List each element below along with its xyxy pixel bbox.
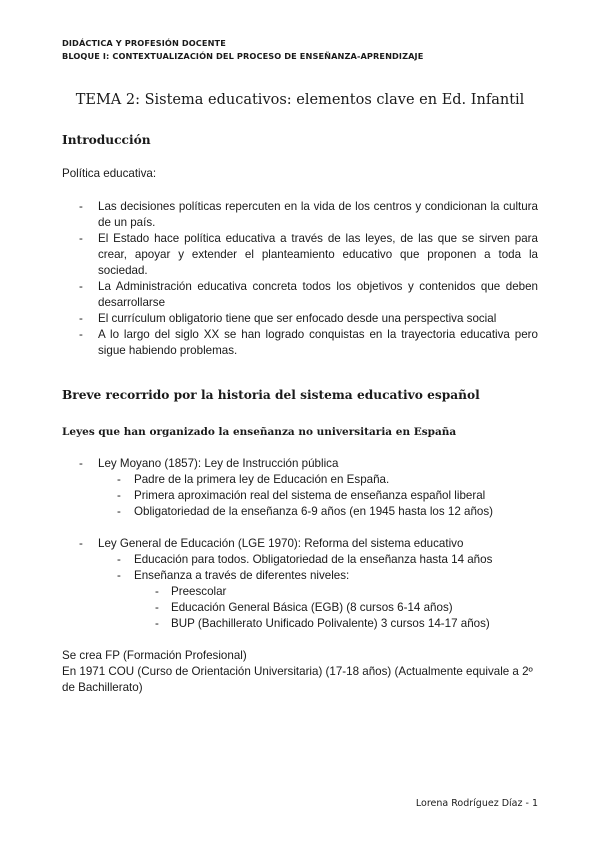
course-header: DIDÁCTICA Y PROFESIÓN DOCENTE: [62, 38, 226, 48]
list-item: - Obligatoriedad de la enseñanza 6-9 años (en 1945 hasta los 12 años): [115, 504, 538, 520]
lge-list: [76, 536, 538, 552]
intro-subtitle: Política educativa:: [62, 167, 157, 180]
list-item: - El Estado hace política educativa a través de las leyes, de las que se sirven para crear, apoyar y extender el planteamiento educativo que proponen a toda la sociedad.: [76, 231, 538, 279]
list-item: - Preescolar: [154, 584, 538, 600]
fp-line: Se crea FP (Formación Profesional): [62, 649, 247, 662]
list-item: - La Administración educativa concreta todos los objetivos y contenidos que deben desarrollarse: [76, 279, 538, 311]
intro-heading: Introducción: [62, 133, 151, 147]
list-item: - Padre de la primera ley de Educación en España.: [115, 472, 538, 488]
lge-details: [115, 552, 538, 584]
moyano-list: [76, 456, 538, 472]
history-heading: Breve recorrido por la historia del sistema educativo español: [62, 388, 480, 402]
list-item: - Las decisiones políticas repercuten en la vida de los centros y condicionan la cultura de un país.: [76, 199, 538, 231]
page-footer: Lorena Rodríguez Díaz - 1: [415, 798, 538, 809]
list-item: - A lo largo del siglo XX se han logrado conquistas en la trayectoria educativa pero sigue habiendo problemas.: [76, 327, 538, 359]
law-lge: - Ley General de Educación (LGE 1970): Reforma del sistema educativo: [76, 536, 538, 552]
page-title: TEMA 2: Sistema educativos: elementos clave en Ed. Infantil: [75, 92, 525, 108]
list-item: - El currículum obligatorio tiene que ser enfocado desde una perspectiva social: [76, 311, 538, 327]
list-item: - Educación General Básica (EGB) (8 cursos 6-14 años): [154, 600, 538, 616]
block-header: BLOQUE I: CONTEXTUALIZACIÓN DEL PROCESO DE ENSEÑANZA-APRENDIZAJE: [62, 51, 424, 61]
list-item: - Enseñanza a través de diferentes niveles:: [115, 568, 538, 584]
cou-line: En 1971 COU (Curso de Orientación Universitaria) (17-18 años) (Actualmente equivale a 2º de Bachillerato): [62, 665, 533, 694]
moyano-details: [115, 472, 538, 520]
laws-subheading: Leyes que han organizado la enseñanza no universitaria en España: [62, 426, 457, 438]
list-item: - Primera aproximación real del sistema de enseñanza español liberal: [115, 488, 538, 504]
list-item: - BUP (Bachillerato Unificado Polivalente) 3 cursos 14-17 años): [154, 616, 538, 632]
law-moyano: - Ley Moyano (1857): Ley de Instrucción pública: [76, 456, 538, 472]
intro-list: [76, 199, 538, 359]
lge-levels: [154, 584, 538, 632]
list-item: - Educación para todos. Obligatoriedad de la enseñanza hasta 14 años: [115, 552, 538, 568]
